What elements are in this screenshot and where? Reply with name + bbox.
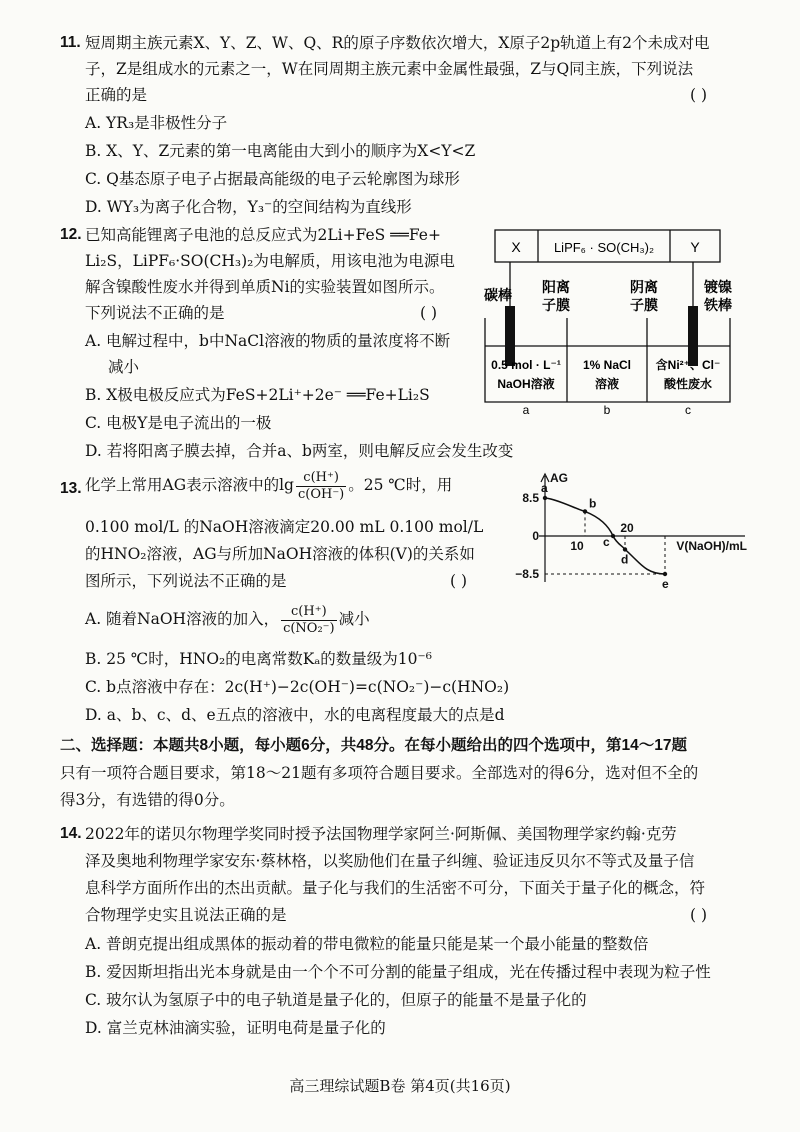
chamber-b-label: b — [603, 403, 611, 416]
nickel-rod-label-1: 镀镍 — [704, 279, 732, 295]
point-label-a: a — [541, 481, 548, 495]
x-tick-label: 20 — [620, 521, 634, 535]
q14-stem-3: 息科学方面所作出的杰出贡献。量子化与我们的生活密不可分，下面关于量子化的概念，符 — [85, 879, 706, 897]
q13-stem-part2: 。25 ℃时，用 — [348, 476, 453, 495]
cation-membrane-label-1: 阳离 — [542, 279, 570, 295]
chamber-a-text-1: 0.5 mol · L⁻¹ — [491, 358, 561, 372]
q14-stem-4: 合物理学史实且说法正确的是 — [85, 906, 287, 924]
ag-titration-chart — [505, 470, 750, 590]
option-a-denominator: c(NO₂⁻) — [283, 620, 335, 636]
q14-option-d: D. 富兰克林油滴实验，证明电荷是量子化的 — [85, 1019, 386, 1037]
q12-option-a: A. 电解过程中，b中NaCl溶液的物质的量浓度将不断 — [85, 332, 451, 350]
chamber-a-label: a — [522, 403, 530, 416]
y-axis-label: AG — [550, 471, 568, 485]
point-label-c: c — [603, 535, 610, 549]
q12-answer-paren: ( ) — [420, 304, 438, 322]
page-footer: 高三理综试题B卷 第4页(共16页) — [289, 1077, 511, 1095]
q12-stem-4: 下列说法不正确的是 — [85, 304, 225, 322]
q12-stem-2: Li₂S，LiPF₆·SO(CH₃)₂为电解质，用该电池为电源电 — [85, 252, 455, 270]
q12-option-d: D. 若将阳离子膜去掉，合并a、b两室，则电解反应会发生改变 — [85, 442, 514, 460]
q11-option-a: A. YR₃是非极性分子 — [85, 114, 228, 132]
anion-membrane-label-1: 阴离 — [630, 279, 658, 295]
section2-line-2: 只有一项符合题目要求，第18～21题有多项符合题目要求。全部选对的得6分，选对但不全的 — [60, 764, 699, 782]
q12-stem-1: 已知高能锂离子电池的总反应式为2Li+FeS ══Fe+ — [85, 226, 441, 244]
point-c — [611, 534, 615, 538]
q11-option-c: C. Q基态原子电子占据最高能级的电子云轮廓图为球形 — [85, 170, 460, 188]
q11-stem-2: 子，Z是组成水的元素之一，W在同周期主族元素中金属性最强，Z与Q同主族，下列说法 — [85, 60, 694, 78]
q13-answer-paren: ( ) — [450, 572, 468, 590]
q14-answer-paren: ( ) — [690, 906, 708, 924]
q11-stem-1: 短周期主族元素X、Y、Z、W、Q、R的原子序数依次增大，X原子2p轨道上有2个未成对电 — [85, 34, 710, 52]
q11-option-d: D. WY₃为离子化合物，Y₃⁻的空间结构为直线形 — [85, 198, 412, 216]
q13-option-d: D. a、b、c、d、e五点的溶液中，水的电离程度最大的点是d — [85, 706, 505, 724]
q11-number: 11. — [60, 34, 81, 51]
q14-stem-1: 2022年的诺贝尔物理学奖同时授予法国物理学家阿兰·阿斯佩、美国物理学家约翰·克劳 — [85, 825, 677, 843]
point-label-e: e — [662, 577, 669, 590]
q13-stem-2: 0.100 mol/L 的NaOH溶液滴定20.00 mL 0.100 mol/L — [85, 518, 484, 536]
anion-membrane-label-2: 子膜 — [630, 297, 658, 313]
chamber-c-text-2: 酸性废水 — [663, 377, 713, 391]
ag-fraction-numerator: c(H⁺) — [296, 470, 346, 487]
q13-stem-1 — [85, 470, 452, 502]
battery-y-label: Y — [690, 239, 700, 255]
point-label-d: d — [621, 552, 629, 567]
q14-number: 14. — [60, 825, 82, 842]
point-d — [623, 547, 627, 551]
section2-line-3: 得3分，有选错的得0分。 — [60, 791, 235, 809]
q13-number: 13. — [60, 480, 82, 497]
q13-stem-4: 图所示，下列说法不正确的是 — [85, 572, 287, 590]
q13-option-a-part2: 减小 — [338, 610, 370, 629]
q12-option-a-cont: 减小 — [108, 358, 140, 376]
q11-option-b: B. X、Y、Z元素的第一电离能由大到小的顺序为X<Y<Z — [85, 142, 476, 160]
q13-option-b: B. 25 ℃时，HNO₂的电离常数Kₐ的数量级为10⁻⁶ — [85, 650, 432, 668]
q13-option-c: C. b点溶液中存在：2c(H⁺)−2c(OH⁻)=c(NO₂⁻)−c(HNO₂) — [85, 678, 510, 696]
q13-stem-part1: 化学上常用AG表示溶液中的lg — [85, 476, 294, 495]
ag-fraction-denominator: c(OH⁻) — [297, 486, 345, 502]
nickel-rod-label-2: 铁棒 — [704, 297, 732, 313]
point-b — [583, 509, 587, 513]
chamber-b-text-2: 溶液 — [594, 377, 620, 391]
chamber-c-text-1: 含Ni²⁺、Cl⁻ — [655, 358, 721, 372]
q12-stem-3: 解含镍酸性废水并得到单质Ni的实验装置如图所示。 — [85, 278, 445, 296]
option-a-fraction — [281, 604, 337, 636]
q11-answer-paren: ( ) — [690, 86, 708, 104]
point-a — [543, 496, 547, 500]
q14-option-b: B. 爱因斯坦指出光本身就是由一个个不可分割的能量子组成，光在传播过程中表现为粒子性 — [85, 963, 711, 981]
q12-number: 12. — [60, 226, 82, 243]
option-a-numerator: c(H⁺) — [281, 604, 337, 621]
point-label-b: b — [589, 496, 597, 511]
chamber-c-label: c — [685, 403, 691, 416]
y-tick-label: 0 — [532, 529, 539, 543]
q13-option-a-part1: A. 随着NaOH溶液的加入， — [85, 610, 280, 629]
q13-option-a — [85, 604, 370, 636]
q12-option-b: B. X极电极反应式为FeS+2Li⁺+2e⁻ ══Fe+Li₂S — [85, 386, 430, 404]
section2-line-1: 二、选择题：本题共8小题，每小题6分，共48分。在每小题给出的四个选项中，第14～17题 — [60, 737, 687, 754]
chamber-a-text-2: NaOH溶液 — [497, 377, 555, 391]
q11-stem-3: 正确的是 — [85, 86, 148, 104]
q14-option-a: A. 普朗克提出组成黑体的振动着的带电微粒的能量只能是某一个最小能量的整数倍 — [85, 935, 649, 953]
battery-x-label: X — [511, 239, 521, 255]
battery-electrolyte-label: LiPF₆ · SO(CH₃)₂ — [553, 240, 655, 255]
point-e — [663, 572, 667, 576]
electrolysis-diagram — [480, 226, 740, 416]
y-tick-label: 8.5 — [522, 491, 539, 505]
chamber-b-text-1: 1% NaCl — [582, 358, 632, 372]
q12-option-c: C. 电极Y是电子流出的一极 — [85, 414, 272, 432]
ag-fraction — [296, 470, 346, 502]
q13-stem-3: 的HNO₂溶液，AG与所加NaOH溶液的体积(V)的关系如 — [85, 545, 475, 563]
carbon-rod-label: 碳棒 — [484, 287, 512, 303]
q14-stem-2: 泽及奥地利物理学家安东·蔡林格，以奖励他们在量子纠缠、验证违反贝尔不等式及量子信 — [85, 852, 695, 870]
q14-option-c: C. 玻尔认为氢原子中的电子轨道是量子化的，但原子的能量不是量子化的 — [85, 991, 587, 1009]
y-tick-label: −8.5 — [515, 567, 539, 581]
x-tick-label: 10 — [570, 539, 584, 553]
cation-membrane-label-2: 子膜 — [542, 297, 570, 313]
x-axis-label: V(NaOH)/mL — [676, 539, 747, 553]
